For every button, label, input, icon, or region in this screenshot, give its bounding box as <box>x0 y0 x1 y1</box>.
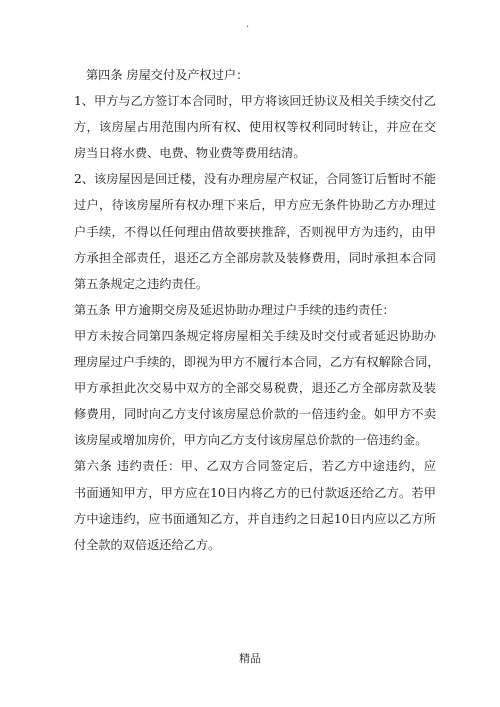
paragraph-line: 修费用，同时向乙方支付该房屋总价款的一倍违约金。如甲方不卖 <box>74 407 436 422</box>
header-dot: . <box>246 19 250 30</box>
paragraph-line: 1、甲方与乙方签订本合同时，甲方将该回迁协议及相关手续交付乙 <box>74 94 436 109</box>
paragraph-line: 甲方承担此次交易中双方的全部交易税费，退还乙方全部房款及装 <box>74 381 436 396</box>
paragraph-line: 方中途违约，应书面通知乙方，并自违约之日起10日内应以乙方所 <box>74 511 436 526</box>
paragraph-line: 甲方未按合同第四条规定将房屋相关手续及时交付或者延迟协助办 <box>74 328 436 343</box>
paragraph-line: 户手续，不得以任何理由借故要挟推辞，否则视甲方为违约，由甲 <box>74 224 436 239</box>
paragraph-line: 方承担全部责任，退还乙方全部房款及装修费用，同时承担本合同 <box>74 250 436 265</box>
article-5-heading: 第五条 甲方逾期交房及延迟协助办理过户手续的违约责任： <box>74 302 395 317</box>
paragraph-line: 书面通知甲方，甲方应在10日内将乙方的已付款返还给乙方。若甲 <box>74 485 436 500</box>
paragraph-line: 理房屋过户手续的，即视为甲方不履行本合同，乙方有权解除合同， <box>74 355 440 370</box>
article-4-heading: 第四条 房屋交付及产权过户： <box>86 68 249 82</box>
paragraph-line: 方，该房屋占用范围内所有权、使用权等权利同时转让，并应在交 <box>74 120 436 135</box>
paragraph-line: 房当日将水费、电费、物业费等费用结清。 <box>74 146 306 161</box>
footer-label: 精品 <box>239 652 261 665</box>
paragraph-line: 过户，待该房屋所有权办理下来后，甲方应无条件协助乙方办理过 <box>74 198 436 213</box>
paragraph-line: 付全款的双倍返还给乙方。 <box>74 537 221 552</box>
article-6-heading: 第六条 违约责任：甲、乙双方合同签定后，若乙方中途违约，应 <box>74 459 436 474</box>
document-body <box>74 62 440 558</box>
paragraph-line: 该房屋或增加房价，甲方向乙方支付该房屋总价款的一倍违约金。 <box>74 433 428 448</box>
paragraph-line: 2、该房屋因是回迁楼，没有办理房屋产权证，合同签订后暂时不能 <box>74 172 436 187</box>
paragraph-line: 第五条规定之违约责任。 <box>74 276 209 291</box>
